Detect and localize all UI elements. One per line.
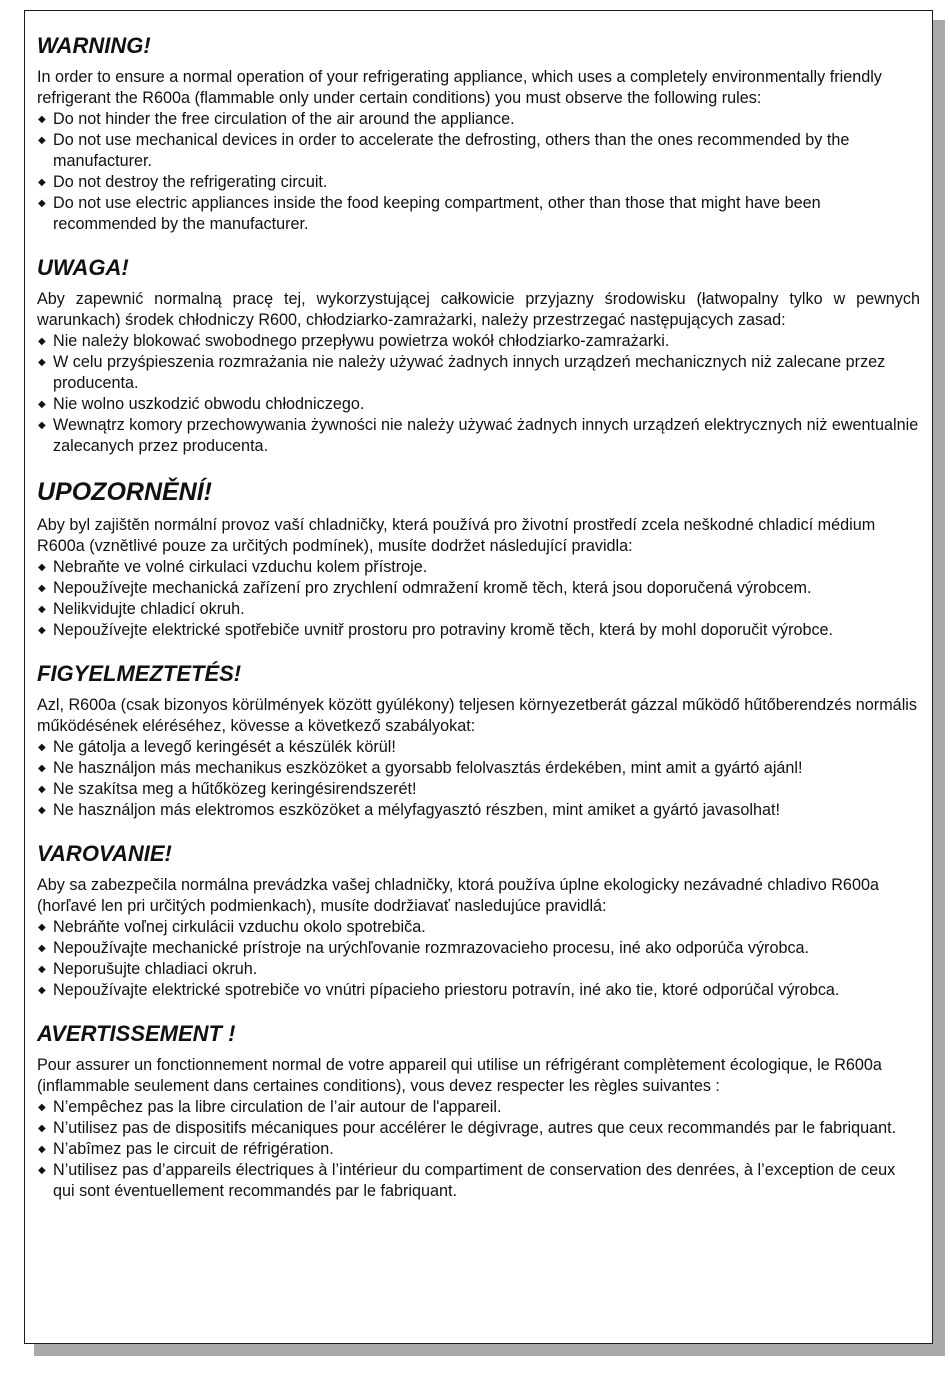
rule-text: Nepoužívejte mechanická zařízení pro zrychlení odmražení kromě těch, která jsou doporučená výrobcem. [53,579,812,597]
section-warning-french [37,1021,920,1202]
diamond-bullet-icon: ◆ [38,583,46,594]
rule-text: N’utilisez pas d’appareils électriques à l’intérieur du compartiment de conservation des denrées, à l’exception de ceux qui sont éventuellement recommandés par le fabriquant. [53,1161,896,1200]
rules-list [37,737,920,821]
list-item [37,557,920,578]
diamond-bullet-icon: ◆ [38,135,46,146]
diamond-bullet-icon: ◆ [38,922,46,933]
list-item [37,415,920,457]
rule-text: Wewnątrz komory przechowywania żywności nie należy używać żadnych innych urządzeń elektrycznych niż ewentualnie zalecanych przez producenta. [53,416,919,455]
diamond-bullet-icon: ◆ [38,420,46,431]
section-warning-hungarian [37,661,920,821]
section-warning-polish [37,255,920,457]
rule-text: Nepoužívejte elektrické spotřebiče uvnitř prostoru pro potraviny kromě těch, která by mohl doporučit výrobce. [53,621,834,639]
rule-text: Nepoužívajte elektrické spotrebiče vo vnútri pípacieho priestoru potravín, iné ako tie, ktoré odporúčal výrobca. [53,981,840,999]
rule-text: Nie należy blokować swobodnego przepływu powietrza wokół chłodziarko-zamrażarki. [53,332,670,350]
list-item [37,109,920,130]
diamond-bullet-icon: ◆ [38,177,46,188]
list-item [37,917,920,938]
section-heading: WARNING! [37,33,151,58]
section-warning-english [37,33,920,235]
list-item [37,578,920,599]
diamond-bullet-icon: ◆ [38,604,46,615]
diamond-bullet-icon: ◆ [38,1144,46,1155]
diamond-bullet-icon: ◆ [38,562,46,573]
section-warning-slovak [37,841,920,1001]
list-item [37,938,920,959]
diamond-bullet-icon: ◆ [38,784,46,795]
rules-list [37,1097,920,1202]
rule-text: Nelikvidujte chladicí okruh. [53,600,245,618]
rules-list [37,557,920,641]
list-item [37,800,920,821]
list-item [37,980,920,1001]
rule-text: Ne gátolja a levegő keringését a készülék körül! [53,738,396,756]
list-item [37,394,920,415]
rule-text: Do not use mechanical devices in order to accelerate the defrosting, others than the ones recommended by the manufacturer. [53,131,850,170]
rule-text: Nebráňte voľnej cirkulácii vzduchu okolo spotrebiča. [53,918,426,936]
diamond-bullet-icon: ◆ [38,1123,46,1134]
rule-text: Ne használjon más mechanikus eszközöket a gyorsabb felolvasztás érdekében, mint amit a gyártó ajánl! [53,759,803,777]
section-intro: Aby zapewnić normalną pracę tej, wykorzystującej całkowicie przyjazny środowisku (łatwopalny tylko w pewnych warunkach) środek chłodniczy R600, chłodziarko-zamrażarki, należy przestrzegać następujących zasad: [37,290,920,329]
rule-text: W celu przyśpieszenia rozmrażania nie należy używać żadnych innych urządzeń mechanicznych niż zalecane przez producenta. [53,353,886,392]
diamond-bullet-icon: ◆ [38,964,46,975]
rule-text: N’utilisez pas de dispositifs mécaniques pour accélérer le dégivrage, autres que ceux recommandés par le fabriquant. [53,1119,897,1137]
rule-text: Nebraňte ve volné cirkulaci vzduchu kolem přístroje. [53,558,428,576]
list-item [37,352,920,394]
list-item [37,172,920,193]
list-item [37,1139,920,1160]
rule-text: Ne használjon más elektromos eszközöket a mélyfagyasztó részben, mint amiket a gyártó javasolhat! [53,801,780,819]
rule-text: Neporušujte chladiaci okruh. [53,960,258,978]
section-intro: Pour assurer un fonctionnement normal de votre appareil qui utilise un réfrigérant complètement écologique, le R600a (inflammable seulement dans certaines conditions), vous devez respecter les règles suivantes : [37,1056,882,1095]
rule-text: N’empêchez pas la libre circulation de l’air autour de l'appareil. [53,1098,502,1116]
diamond-bullet-icon: ◆ [38,399,46,410]
rules-list [37,109,920,235]
section-heading: VAROVANIE! [37,841,172,866]
diamond-bullet-icon: ◆ [38,805,46,816]
section-intro: Aby byl zajištěn normální provoz vaší chladničky, která používá pro životní prostředí zcela neškodné chladicí médium R600a (vznětlivé pouze za určitých podmínek), musíte dodržet následující pravidla: [37,516,876,555]
section-heading: FIGYELMEZTETÉS! [37,661,242,686]
list-item [37,959,920,980]
rules-list [37,331,920,457]
section-heading: AVERTISSEMENT ! [37,1021,236,1046]
rule-text: Do not use electric appliances inside the food keeping compartment, other than those that might have been recommended by the manufacturer. [53,194,821,233]
list-item [37,779,920,800]
section-warning-czech [37,477,920,641]
list-item [37,1097,920,1118]
list-item [37,1118,920,1139]
diamond-bullet-icon: ◆ [38,943,46,954]
list-item [37,331,920,352]
diamond-bullet-icon: ◆ [38,1102,46,1113]
diamond-bullet-icon: ◆ [38,1165,46,1176]
rule-text: Nepoužívajte mechanické prístroje na urýchľovanie rozmrazovacieho procesu, iné ako odporúča výrobca. [53,939,810,957]
diamond-bullet-icon: ◆ [38,357,46,368]
section-heading: UPOZORNĚNÍ! [37,478,212,506]
rule-text: Nie wolno uszkodzić obwodu chłodniczego. [53,395,365,413]
diamond-bullet-icon: ◆ [38,763,46,774]
list-item [37,599,920,620]
list-item [37,130,920,172]
rule-text: Do not destroy the refrigerating circuit. [53,173,328,191]
rule-text: Ne szakítsa meg a hűtőközeg keringésirendszerét! [53,780,417,798]
list-item [37,758,920,779]
section-intro: Azl, R600a (csak bizonyos körülmények között gyúlékony) teljesen környezetberát gázzal működő hűtőberendzés normális működésének eléréséhez, kövesse a következő szabályokat: [37,696,917,735]
list-item [37,1160,920,1202]
rule-text: N’abîmez pas le circuit de réfrigération. [53,1140,334,1158]
section-heading: UWAGA! [37,255,129,280]
diamond-bullet-icon: ◆ [38,742,46,753]
section-intro: In order to ensure a normal operation of your refrigerating appliance, which uses a completely environmentally friendly refrigerant the R600a (flammable only under certain conditions) you must observe the following rules: [37,68,882,107]
list-item [37,737,920,758]
warning-box [24,10,933,1344]
list-item [37,193,920,235]
rule-text: Do not hinder the free circulation of the air around the appliance. [53,110,515,128]
section-intro: Aby sa zabezpečila normálna prevádzka vašej chladničky, ktorá používa úplne ekologicky nezávadné chladivo R600a (horľavé len pri určitých podmienkach), musíte dodržiavať nasledujúce pravidlá: [37,876,879,915]
list-item [37,620,920,641]
rules-list [37,917,920,1001]
diamond-bullet-icon: ◆ [38,336,46,347]
diamond-bullet-icon: ◆ [38,114,46,125]
diamond-bullet-icon: ◆ [38,625,46,636]
diamond-bullet-icon: ◆ [38,985,46,996]
diamond-bullet-icon: ◆ [38,198,46,209]
